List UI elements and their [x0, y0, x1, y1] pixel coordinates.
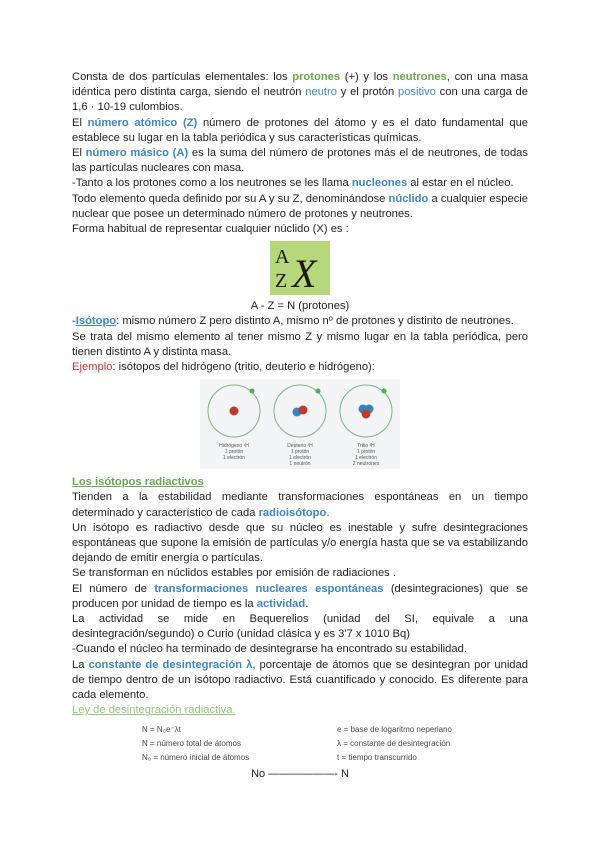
- document-body: [72, 70, 528, 782]
- law-title-text: Ley de desintegración radiactiva.: [72, 704, 236, 717]
- paragraph-stability-end: -Cuando el núcleo ha terminado de desintegrarse ha encontrado su estabilidad.: [72, 643, 467, 656]
- paragraph-radioactive-isotope: Un isótopo es radiactivo desde que su núcleo es inestable y sufre desintegraciones espontáneas que supone la emisión de partículas y/o energía hasta que se va estabilizando dejando de emitir energía o partículas.: [72, 521, 528, 565]
- law-title: [72, 703, 528, 718]
- electron: [316, 389, 321, 394]
- text: , con una masa idéntica pero distinta carga, siendo el neutrón: [72, 71, 528, 99]
- text: número de protones del átomo y es el dato fundamental que establece su lugar en la tabla periódica y sus características químicas.: [72, 116, 529, 144]
- isotope-dash: -: [72, 315, 76, 328]
- nuclide-symbol-a: A: [275, 246, 290, 269]
- text: -Tanto a los protones como a los neutrones se les llama: [72, 177, 352, 190]
- term-neutrones: neutrones: [392, 71, 447, 83]
- term-actividad: actividad: [256, 597, 306, 610]
- term-nucleones: nucleones: [351, 177, 408, 190]
- proton: [362, 410, 371, 419]
- term-numero-atomico: número atómico (Z): [87, 116, 198, 129]
- atom-line-3: 1 neutrón: [289, 461, 311, 468]
- term-constante: constante de desintegración λ: [88, 658, 253, 671]
- term-neutro: neutro: [305, 86, 337, 99]
- paragraph-representation: Forma habitual de representar cualquier núclido (X) es :: [72, 223, 349, 236]
- text: al estar en el núcleo.: [407, 177, 514, 190]
- atom-line-2: 1 electrón: [355, 455, 377, 462]
- nuclide-symbol-x: X: [292, 251, 317, 296]
- paragraph-isotope: [72, 314, 528, 329]
- text: Todo elemento queda definido por su A y su Z, denominándose: [72, 192, 389, 205]
- text: , porcentaje de átomos que se desintegran por unidad de tiempo dentro de un isótopo radiactivo. Está cuantificado y conocido. Es diferente para cada elemento.: [72, 658, 528, 702]
- atom-name: Deuterio ²H: [287, 443, 313, 450]
- text: (+) y los: [340, 71, 393, 83]
- proton: [230, 407, 239, 416]
- text: El: [72, 147, 86, 160]
- text: .: [305, 597, 309, 610]
- atom-line-1: 1 protón: [224, 449, 244, 456]
- text: .: [326, 506, 330, 519]
- text: a cualquier especie nuclear que posee un determinado número de protones y neutrones.: [72, 192, 528, 220]
- paragraph-mass-number: [72, 146, 528, 176]
- electron: [250, 389, 255, 394]
- hydrogen-isotopes-illustration: [200, 379, 400, 469]
- text: El: [72, 116, 88, 129]
- paragraph-activity: [72, 582, 528, 612]
- text: Tienden a la estabilidad mediante transformaciones espontáneas en un tiempo determinado y característico de cada: [72, 491, 528, 519]
- paragraph-units: La actividad se mide en Bequerelios (unidad del SI, equivale a una desintegración/segundo) o Curio (unidad clásica y es 3'7 x 1010 Bq): [72, 613, 528, 641]
- formula-t-definition: t = tiempo transcurrido: [337, 752, 417, 762]
- formula-equation: N = N₀e⁻λt: [142, 724, 181, 734]
- term-numero-masico: número másico (A): [85, 147, 189, 160]
- term-positivo: positivo: [397, 86, 436, 99]
- nuclide-symbol-z: Z: [275, 270, 288, 293]
- atom-line-1: 1 protón: [290, 449, 310, 456]
- term-protones: protones: [292, 71, 341, 83]
- formula-e-definition: e = base de logaritmo neperiano: [337, 724, 452, 734]
- text: El número de: [72, 582, 155, 595]
- paragraph-atomic-number: [72, 116, 528, 146]
- atom-name: Hidrógeno ¹H: [219, 443, 249, 450]
- formula-a-minus-z: A - Z = N (protones): [250, 300, 350, 313]
- text: (desintegraciones) que se producen por unidad de tiempo es la: [72, 582, 528, 610]
- atom-line-3: 2 neutrones: [352, 461, 380, 468]
- text: y el protón: [337, 86, 398, 99]
- paragraph-nucleons: [72, 176, 528, 191]
- electron: [382, 389, 387, 394]
- paragraph-decay-constant: [72, 658, 528, 704]
- section-title-text: Los isótopos radiactivos: [72, 476, 204, 489]
- paragraph-example: [72, 360, 528, 375]
- formula-lambda-definition: λ = constante de desintegración: [337, 738, 451, 748]
- formula-n0-definition: N₀ = número inicial de átomos: [142, 752, 250, 762]
- term-isotopo: Isótopo: [75, 315, 117, 328]
- formula-n-definition: N = número total de átomos: [142, 738, 241, 748]
- term-nuclido: núclido: [388, 192, 429, 205]
- formula-left-column: [142, 723, 249, 765]
- paragraph-particles: [72, 70, 528, 116]
- term-transformaciones: transformaciones nucleares espontáneas: [154, 582, 384, 595]
- section-title-radioactive-isotopes: [72, 475, 528, 490]
- proton: [299, 406, 308, 415]
- atom-name: Tritio ³H: [357, 443, 375, 450]
- atom-line-1: 1 protón: [356, 449, 376, 456]
- term-ejemplo: Ejemplo: [72, 361, 113, 374]
- term-radioisotopo: radioisótopo: [258, 506, 327, 519]
- text: : isótopos del hidrógeno (tritio, deuterio e hidrógeno):: [112, 361, 375, 374]
- paragraph-same-element: Se trata del mismo elemento al tener mismo Z y mismo lugar en la tabla periódica, pero tienen distinto A y distinta masa.: [72, 330, 528, 358]
- text: Consta de dos partículas elementales: los: [72, 71, 293, 83]
- nuclide-symbol-image: [270, 241, 330, 295]
- atom-line-2: 1 electrón: [223, 455, 245, 462]
- paragraph-stability: [72, 490, 528, 520]
- no-to-n-line: No ——————- N: [251, 767, 349, 780]
- decay-formula-legend: [142, 723, 452, 765]
- text: con una carga de 1,6 · 10-19 culombios.: [72, 86, 528, 114]
- paragraph-transform: Se transforman en núclidos estables por emisión de radiaciones .: [72, 567, 396, 580]
- text: : mismo número Z pero distinto A, mismo nº de protones y distinto de neutrones.: [116, 315, 514, 328]
- formula-right-column: [337, 723, 452, 765]
- atom-line-2: 1 electrón: [289, 455, 311, 462]
- paragraph-nuclide: [72, 192, 528, 222]
- text: La: [72, 658, 89, 671]
- text: es la suma del número de protones más el de neutrones, de todas las partículas nucleares con masa.: [72, 147, 528, 175]
